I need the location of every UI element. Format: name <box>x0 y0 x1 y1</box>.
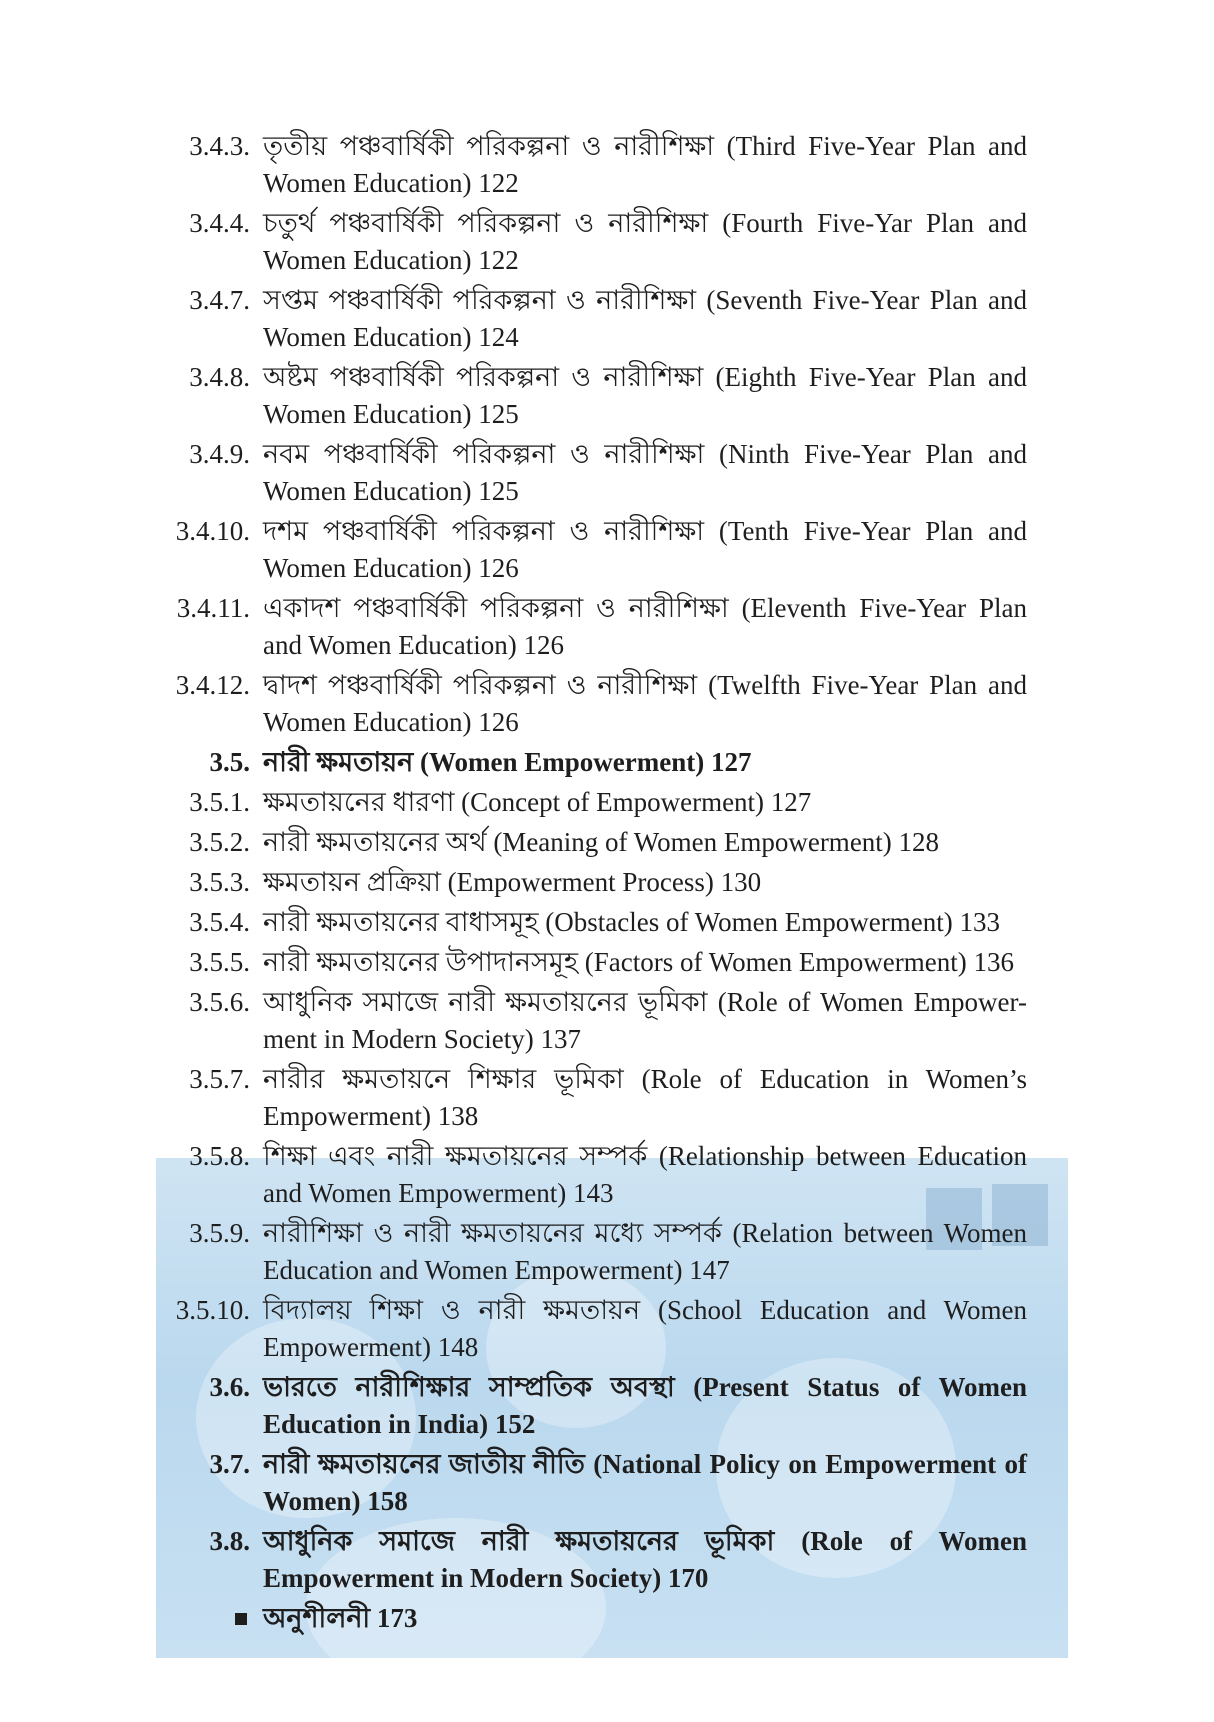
entry-title: আধুনিক সমাজে নারী ক্ষমতায়নের ভূমিকা (Role of Women Empower-ment in Modern Society) 137 <box>263 987 1027 1054</box>
entry-number: 3.5. <box>209 747 250 777</box>
entry-title: নারী ক্ষমতায়নের অর্থ (Meaning of Women Empowerment) 128 <box>263 827 940 857</box>
toc-entry-3-4-10[interactable] <box>0 513 1214 587</box>
entry-title: দশম পঞ্চবার্ষিকী পরিকল্পনা ও নারীশিক্ষা (Tenth Five-Year Plan and Women Education) 126 <box>263 516 1027 583</box>
entry-title: নারী ক্ষমতায়নের জাতীয় নীতি (National Policy on Empowerment of Women) 158 <box>263 1449 1027 1516</box>
entry-title: দ্বাদশ পঞ্চবার্ষিকী পরিকল্পনা ও নারীশিক্ষা (Twelfth Five-Year Plan and Women Education) 126 <box>263 670 1027 737</box>
entry-number: 3.4.8. <box>189 362 250 392</box>
toc-entry-3-7[interactable] <box>0 1446 1214 1520</box>
toc-entry-3-5[interactable] <box>0 744 1214 781</box>
entry-number: 3.5.10. <box>175 1295 250 1325</box>
entry-title: একাদশ পঞ্চবার্ষিকী পরিকল্পনা ও নারীশিক্ষা (Eleventh Five-Year Plan and Women Education) 126 <box>263 593 1027 660</box>
toc-entry-3-4-7[interactable] <box>0 282 1214 356</box>
entry-number: 3.5.2. <box>189 827 250 857</box>
toc-entry-3-5-7[interactable] <box>0 1061 1214 1135</box>
toc-entry-exercises[interactable] <box>0 1600 1214 1637</box>
entry-number: 3.4.7. <box>189 285 250 315</box>
toc-entry-3-5-4[interactable] <box>0 904 1214 941</box>
entry-number: 3.4.12. <box>175 670 250 700</box>
entry-title: অষ্টম পঞ্চবার্ষিকী পরিকল্পনা ও নারীশিক্ষা (Eighth Five-Year Plan and Women Education) 125 <box>263 362 1027 429</box>
table-of-contents <box>0 128 1214 1640</box>
entry-number: 3.4.9. <box>189 439 250 469</box>
entry-title: নারীশিক্ষা ও নারী ক্ষমতায়নের মধ্যে সম্পর্ক (Relation between Women Education and Women Empowerment) 147 <box>263 1218 1027 1285</box>
toc-entry-3-5-10[interactable] <box>0 1292 1214 1366</box>
entry-title: শিক্ষা এবং নারী ক্ষমতায়নের সম্পর্ক (Relationship between Education and Women Empowerment) 143 <box>263 1141 1027 1208</box>
toc-entry-3-4-12[interactable] <box>0 667 1214 741</box>
toc-entry-3-5-6[interactable] <box>0 984 1214 1058</box>
entry-number: 3.4.3. <box>189 131 250 161</box>
toc-entry-3-4-8[interactable] <box>0 359 1214 433</box>
entry-number: 3.5.6. <box>189 987 250 1017</box>
entry-title: নারী ক্ষমতায়নের বাধাসমূহ (Obstacles of Women Empowerment) 133 <box>263 907 1000 937</box>
entry-title: সপ্তম পঞ্চবার্ষিকী পরিকল্পনা ও নারীশিক্ষা (Seventh Five-Year Plan and Women Education) 124 <box>263 285 1027 352</box>
toc-entry-3-5-2[interactable] <box>0 824 1214 861</box>
entry-number: 3.6. <box>209 1372 250 1402</box>
toc-entry-3-5-3[interactable] <box>0 864 1214 901</box>
entry-title: নবম পঞ্চবার্ষিকী পরিকল্পনা ও নারীশিক্ষা (Ninth Five-Year Plan and Women Education) 125 <box>263 439 1027 506</box>
entry-title: আধুনিক সমাজে নারী ক্ষমতায়নের ভূমিকা (Role of Women Empowerment in Modern Society) 170 <box>263 1526 1027 1593</box>
toc-entry-3-4-9[interactable] <box>0 436 1214 510</box>
entry-number: 3.5.7. <box>189 1064 250 1094</box>
toc-entry-3-5-8[interactable] <box>0 1138 1214 1212</box>
entry-title: তৃতীয় পঞ্চবার্ষিকী পরিকল্পনা ও নারীশিক্ষা (Third Five-Year Plan and Women Education) 122 <box>263 131 1027 198</box>
entry-title: নারী ক্ষমতায়নের উপাদানসমূহ (Factors of Women Empowerment) 136 <box>263 947 1015 977</box>
entry-title: ভারতে নারীশিক্ষার সাম্প্রতিক অবস্থা (Present Status of Women Education in India) 152 <box>263 1372 1027 1439</box>
entry-title: ক্ষমতায়ন প্রক্রিয়া (Empowerment Process) 130 <box>263 867 762 897</box>
entry-number: 3.5.9. <box>189 1218 250 1248</box>
toc-entry-3-4-11[interactable] <box>0 590 1214 664</box>
toc-entry-3-6[interactable] <box>0 1369 1214 1443</box>
entry-title: নারীর ক্ষমতায়নে শিক্ষার ভূমিকা (Role of Education in Women’s Empowerment) 138 <box>263 1064 1027 1131</box>
toc-entry-3-4-4[interactable] <box>0 205 1214 279</box>
entry-number: 3.7. <box>209 1449 250 1479</box>
entry-number: 3.5.4. <box>189 907 250 937</box>
toc-entry-3-4-3[interactable] <box>0 128 1214 202</box>
entry-number: 3.5.1. <box>189 787 250 817</box>
entry-number: 3.4.4. <box>189 208 250 238</box>
entry-title: ক্ষমতায়নের ধারণা (Concept of Empowerment) 127 <box>263 787 812 817</box>
entry-number: 3.4.11. <box>176 593 250 623</box>
entry-number: 3.5.3. <box>189 867 250 897</box>
entry-title: অনুশীলনী 173 <box>263 1603 418 1633</box>
entry-number: 3.8. <box>209 1526 250 1556</box>
entry-title: বিদ্যালয় শিক্ষা ও নারী ক্ষমতায়ন (School Education and Women Empowerment) 148 <box>263 1295 1027 1362</box>
entry-number: 3.5.8. <box>189 1141 250 1171</box>
toc-entry-3-8[interactable] <box>0 1523 1214 1597</box>
entry-title: নারী ক্ষমতায়ন (Women Empowerment) 127 <box>263 747 752 777</box>
entry-number: 3.4.10. <box>175 516 250 546</box>
toc-entry-3-5-9[interactable] <box>0 1215 1214 1289</box>
square-bullet-icon <box>235 1613 247 1625</box>
toc-entry-3-5-1[interactable] <box>0 784 1214 821</box>
entry-title: চতুর্থ পঞ্চবার্ষিকী পরিকল্পনা ও নারীশিক্ষা (Fourth Five-Yar Plan and Women Education) 122 <box>263 208 1027 275</box>
toc-entry-3-5-5[interactable] <box>0 944 1214 981</box>
entry-number: 3.5.5. <box>189 947 250 977</box>
